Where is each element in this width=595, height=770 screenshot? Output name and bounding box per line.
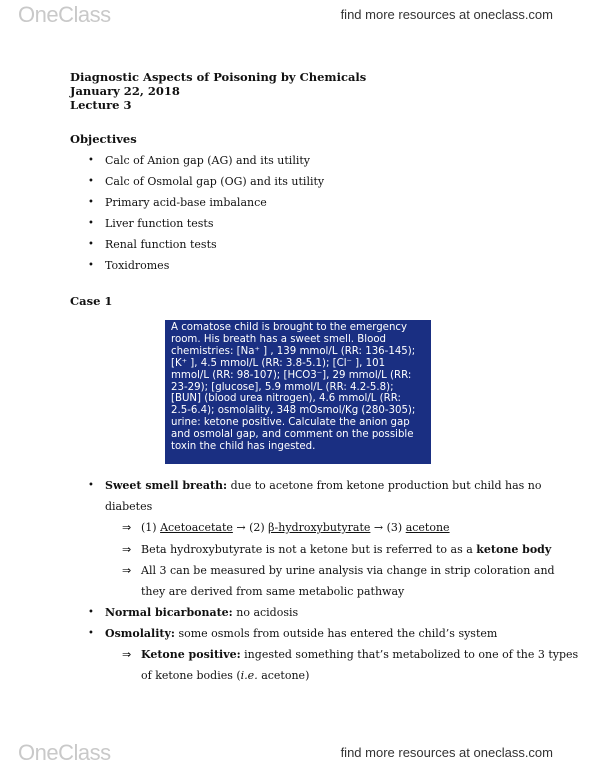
bullet-icon: •: [88, 628, 94, 639]
sweet-smell-label: Sweet smell breath:: [105, 479, 228, 492]
oneclass-logo: OneClass: [18, 740, 111, 765]
urine-analysis-note-cont: they are derived from same metabolic pathway: [141, 585, 405, 598]
osmolality-note: Osmolality: some osmols from outside has entered the child’s system: [105, 627, 498, 640]
document-title: Diagnostic Aspects of Poisoning by Chemicals: [70, 70, 367, 84]
resources-link[interactable]: find more resources at oneclass.com: [340, 7, 553, 22]
case-line: [K⁺ ], 4.5 mmol/L (RR: 3.8-5.1); [Cl⁻ ], 101: [171, 357, 386, 369]
case-line: chemistries: [Na⁺ ] , 139 mmol/L (RR: 136-145);: [171, 345, 416, 357]
bullet-icon: •: [88, 260, 94, 271]
case-line: mmol/L (RR: 98-107); [HCO3⁻], 29 mmol/L (RR:: [171, 369, 412, 381]
osmolality-label: Osmolality:: [105, 627, 175, 640]
case-line: 2.5-6.4); osmolality, 348 mOsmol/Kg (280-305);: [171, 405, 416, 417]
case-line: A comatose child is brought to the emergency: [171, 322, 408, 333]
objective-item: Calc of Osmolal gap (OG) and its utility: [105, 175, 325, 188]
oneclass-logo: OneClass: [18, 2, 111, 27]
ketone-positive-note: Ketone positive: ingested something that’s metabolized to one of the 3 types: [141, 648, 579, 661]
beta-note: Beta hydroxybutyrate is not a ketone but is referred to as a ketone body: [141, 543, 552, 556]
arrow-icon: ⇒: [122, 648, 132, 661]
objective-item: Liver function tests: [105, 217, 214, 230]
objectives-heading: Objectives: [70, 132, 137, 146]
lecture-number: Lecture 3: [70, 98, 132, 112]
ketone-positive-note-cont: of ketone bodies (i.e. acetone): [141, 669, 310, 682]
case-heading: Case 1: [70, 294, 113, 308]
sweet-smell-text-cont: diabetes: [105, 500, 153, 513]
objective-item: Calc of Anion gap (AG) and its utility: [105, 154, 310, 167]
acetoacetate-term: Acetoacetate: [160, 521, 233, 534]
urine-analysis-note: All 3 can be measured by urine analysis via change in strip coloration and: [141, 564, 555, 577]
document-header: [70, 70, 366, 112]
case-line: toxin the child has ingested.: [171, 441, 316, 453]
bullet-icon: •: [88, 480, 94, 491]
objective-item: Renal function tests: [105, 238, 217, 251]
case-line: room. His breath has a sweet smell. Blood: [171, 333, 387, 345]
bullet-icon: •: [88, 239, 94, 250]
objective-item: Primary acid-base imbalance: [105, 196, 267, 209]
document-date: January 22, 2018: [70, 84, 180, 98]
ketone-positive-label: Ketone positive:: [141, 648, 241, 661]
case-line: and osmolal gap, and comment on the possible: [171, 429, 414, 441]
bullet-icon: •: [88, 607, 94, 618]
arrow-icon: ⇒: [122, 521, 132, 534]
bullet-icon: •: [88, 176, 94, 187]
hydroxybutyrate-term: β-hydroxybutyrate: [268, 521, 371, 534]
ketone-chain: (1) Acetoacetate → (2) β-hydroxybutyrate → (3) acetone: [141, 521, 450, 534]
sweet-smell-text: due to acetone from ketone production but child has no: [227, 479, 542, 492]
bullet-icon: •: [88, 197, 94, 208]
arrow-icon: ⇒: [122, 564, 132, 577]
arrow-icon: ⇒: [122, 543, 132, 556]
bullet-icon: •: [88, 218, 94, 229]
case-line: 23-29); [glucose], 5.9 mmol/L (RR: 4.2-5.8);: [171, 381, 394, 393]
objective-item: Toxidromes: [105, 259, 170, 272]
case-line: [BUN] (blood urea nitrogen), 4.6 mmol/L (RR:: [171, 393, 401, 405]
case-description-box: [165, 320, 431, 464]
case-line: urine: ketone positive. Calculate the anion gap: [171, 417, 410, 429]
bullet-icon: •: [88, 155, 94, 166]
bicarbonate-note: Normal bicarbonate: no acidosis: [105, 606, 299, 619]
resources-link[interactable]: find more resources at oneclass.com: [340, 745, 553, 760]
acetone-term: acetone: [405, 521, 450, 534]
ketone-body-term: ketone body: [476, 543, 552, 556]
sweet-smell-note: [105, 479, 542, 493]
bicarbonate-label: Normal bicarbonate:: [105, 606, 233, 619]
